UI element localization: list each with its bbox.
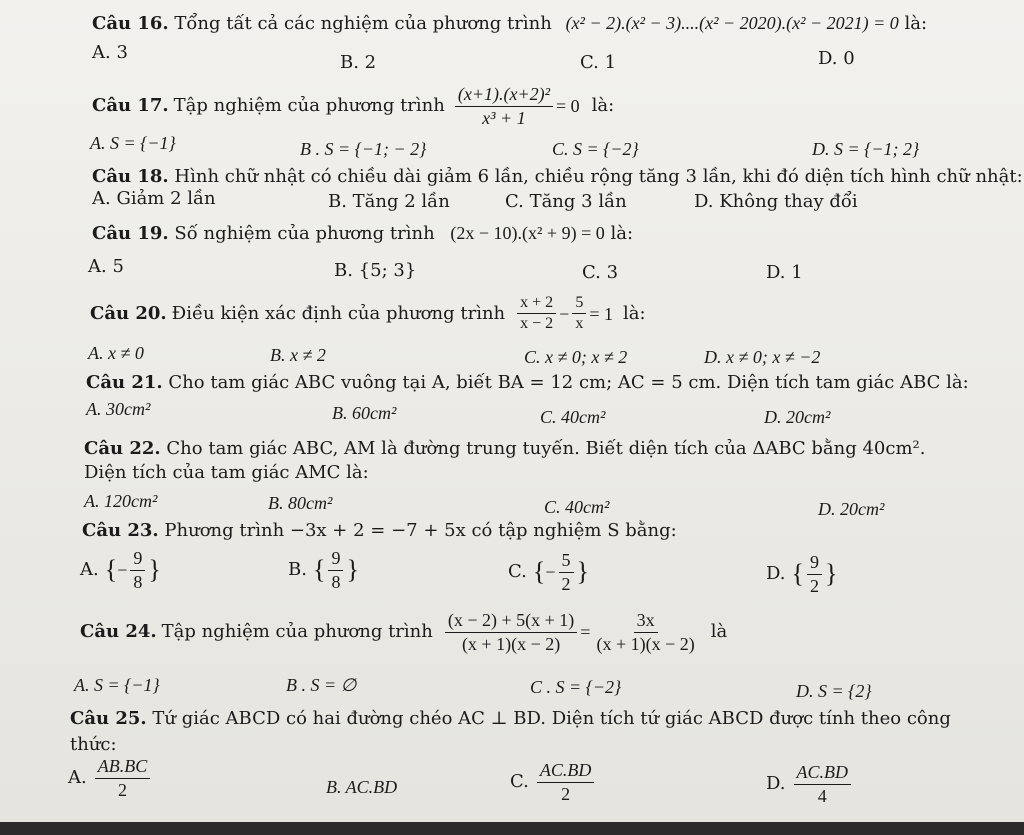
numerator: AB.BC bbox=[95, 756, 151, 779]
question-22-line-2: Diện tích của tam giác AMC là: bbox=[84, 462, 369, 483]
denominator: x³ + 1 bbox=[482, 107, 526, 128]
option-a: A. 30cm² bbox=[86, 399, 151, 419]
question-23 bbox=[82, 522, 677, 540]
option-b: B . S = ∅ bbox=[286, 675, 357, 695]
option-d: D. 1 bbox=[766, 262, 803, 283]
fraction bbox=[807, 552, 822, 596]
numerator: 9 bbox=[328, 548, 343, 571]
question-text: Cho tam giác ABC vuông tại A, biết BA = 12 cm; AC = 5 cm. Diện tích tam giác ABC là: bbox=[168, 372, 969, 393]
option-c: C. x ≠ 0; x ≠ 2 bbox=[524, 347, 628, 367]
question-label: Câu 16. bbox=[92, 13, 169, 34]
numerator: 9 bbox=[130, 548, 145, 571]
denominator: (x + 1)(x − 2) bbox=[461, 633, 561, 654]
question-text: Hình chữ nhật có chiều dài giảm 6 lần, chiều rộng tăng 3 lần, khi đó diện tích hình chữ nhật: bbox=[174, 166, 1023, 187]
question-tail: là: bbox=[610, 223, 634, 244]
question-label: Câu 21. bbox=[86, 372, 163, 393]
question-tail: là: bbox=[622, 302, 646, 324]
question-label: Câu 18. bbox=[92, 166, 169, 187]
option-prefix: A. bbox=[68, 767, 87, 789]
option-d: D. S = {2} bbox=[796, 681, 872, 701]
equation: (x² − 2).(x² − 3)....(x² − 2020).(x² − 2021) = 0 bbox=[565, 13, 899, 33]
option-prefix: D. bbox=[766, 563, 786, 585]
option-d: D. S = {−1; 2} bbox=[812, 139, 920, 159]
denominator: 2 bbox=[810, 575, 819, 596]
numerator: x + 2 bbox=[517, 294, 556, 314]
option-b: B. 60cm² bbox=[332, 403, 397, 423]
option-b: B. Tăng 2 lần bbox=[328, 191, 450, 212]
numerator: 9 bbox=[807, 552, 822, 575]
option-c bbox=[510, 760, 597, 804]
question-25 bbox=[70, 710, 951, 728]
option-b: B. x ≠ 2 bbox=[270, 345, 326, 365]
option-c: C. { − $\frac{5}{2}$ } bbox=[508, 550, 589, 594]
bottom-edge bbox=[0, 822, 1024, 835]
question-21 bbox=[86, 374, 969, 392]
option-c: C. 1 bbox=[580, 52, 617, 73]
fraction bbox=[130, 548, 145, 592]
question-text: Cho tam giác ABC, AM là đường trung tuyến. Biết diện tích của ΔABC bằng 40cm². bbox=[166, 438, 926, 459]
option-d: D. 0 bbox=[818, 48, 855, 69]
fraction bbox=[328, 548, 343, 592]
question-22 bbox=[84, 440, 925, 458]
question-24 bbox=[80, 610, 727, 654]
fraction bbox=[455, 84, 553, 128]
question-tail: là: bbox=[591, 95, 615, 117]
option-a: A. 5 bbox=[88, 256, 124, 277]
denominator: 8 bbox=[133, 571, 143, 592]
question-text: Phương trình −3x + 2 = −7 + 5x có tập nghiệm S bằng: bbox=[164, 520, 677, 541]
option-b: B. AC.BD bbox=[326, 777, 398, 797]
option-b: B. 2 bbox=[340, 52, 377, 73]
question-17 bbox=[92, 84, 614, 128]
option-b: B . S = {−1; − 2} bbox=[300, 139, 427, 159]
question-label: Câu 24. bbox=[80, 621, 157, 643]
fraction-1 bbox=[517, 294, 556, 334]
option-b: B. {5; 3} bbox=[334, 260, 417, 281]
option-d: D. x ≠ 0; x ≠ −2 bbox=[704, 347, 821, 367]
question-19 bbox=[92, 224, 633, 243]
numerator: (x+1).(x+2)² bbox=[455, 84, 553, 107]
numerator: AC.BD bbox=[537, 760, 595, 783]
fraction bbox=[537, 760, 595, 804]
question-text: Tứ giác ABCD có hai đường chéo AC ⊥ BD. Diện tích tứ giác ABCD được tính theo công bbox=[152, 708, 951, 729]
option-c: C . S = {−2} bbox=[530, 677, 622, 697]
denominator: 4 bbox=[817, 785, 827, 806]
denominator: 8 bbox=[331, 571, 341, 592]
option-a: A. { − $\frac{9}{8}$ } bbox=[80, 548, 161, 592]
option-d bbox=[766, 762, 854, 806]
numerator: AC.BD bbox=[794, 762, 852, 785]
denominator: x − 2 bbox=[520, 315, 554, 333]
option-prefix: C. bbox=[508, 561, 527, 583]
option-d: D. 20cm² bbox=[764, 407, 831, 427]
option-c: C. S = {−2} bbox=[552, 139, 639, 159]
fraction bbox=[559, 550, 574, 594]
equals-zero: = 0 bbox=[556, 96, 580, 117]
denominator: 2 bbox=[117, 779, 127, 800]
sign: − bbox=[117, 560, 128, 581]
question-label: Câu 23. bbox=[82, 520, 159, 541]
option-a: A. x ≠ 0 bbox=[88, 343, 144, 363]
fraction bbox=[794, 762, 852, 806]
question-25-line-2: thức: bbox=[70, 734, 117, 755]
fraction-left bbox=[445, 610, 577, 654]
option-a: A. Giảm 2 lần bbox=[92, 188, 216, 209]
option-d: D. { $\frac{9}{2}$ } bbox=[766, 552, 838, 596]
sign: − bbox=[545, 562, 556, 583]
option-c: C. 40cm² bbox=[544, 497, 610, 517]
numerator: 3x bbox=[634, 610, 658, 633]
question-text: Tập nghiệm của phương trình bbox=[161, 621, 433, 643]
question-16 bbox=[92, 14, 927, 33]
question-label: Câu 22. bbox=[84, 438, 161, 459]
numerator: 5 bbox=[559, 550, 574, 573]
question-text: Tổng tất cả các nghiệm của phương trình bbox=[174, 13, 552, 34]
option-prefix: C. bbox=[510, 771, 529, 793]
question-18 bbox=[92, 168, 1023, 186]
question-tail: là bbox=[710, 621, 728, 643]
equation: (2x − 10).(x² + 9) = 0 bbox=[450, 223, 605, 243]
denominator: (x + 1)(x − 2) bbox=[596, 633, 695, 654]
denominator: 2 bbox=[561, 573, 571, 594]
option-a: A. S = {−1} bbox=[90, 133, 176, 153]
denominator: x bbox=[575, 315, 584, 333]
option-a: A. 3 bbox=[92, 42, 128, 63]
fraction-right bbox=[593, 610, 697, 654]
question-label: Câu 25. bbox=[70, 708, 147, 729]
option-c: C. 40cm² bbox=[540, 407, 606, 427]
fraction-2 bbox=[572, 294, 586, 334]
option-a: A. 120cm² bbox=[84, 491, 158, 511]
option-d: D. 20cm² bbox=[818, 499, 885, 519]
question-tail: là: bbox=[904, 13, 928, 34]
question-text: Tập nghiệm của phương trình bbox=[173, 95, 445, 117]
question-label: Câu 19. bbox=[92, 223, 169, 244]
option-a: A. S = {−1} bbox=[74, 675, 160, 695]
option-d: D. Không thay đổi bbox=[694, 191, 858, 212]
question-label: Câu 17. bbox=[92, 95, 169, 117]
minus-sign: − bbox=[559, 303, 570, 324]
option-prefix: D. bbox=[766, 773, 786, 795]
question-20 bbox=[90, 294, 646, 334]
denominator: 2 bbox=[561, 783, 571, 804]
question-text: Số nghiệm của phương trình bbox=[174, 223, 435, 244]
question-text: Điều kiện xác định của phương trình bbox=[171, 302, 506, 324]
option-prefix: A. bbox=[80, 559, 99, 581]
fraction bbox=[95, 756, 151, 800]
option-prefix: B. bbox=[288, 559, 307, 581]
option-c: C. Tăng 3 lần bbox=[505, 191, 627, 212]
option-b: B. { $\frac{9}{8}$ } bbox=[288, 548, 359, 592]
equals-one: = 1 bbox=[589, 303, 613, 324]
option-a bbox=[68, 756, 153, 800]
question-label: Câu 20. bbox=[90, 302, 167, 324]
equals-sign: = bbox=[580, 622, 591, 643]
option-c: C. 3 bbox=[582, 262, 619, 283]
numerator: 5 bbox=[572, 294, 586, 314]
option-b: B. 80cm² bbox=[268, 493, 333, 513]
numerator: (x − 2) + 5(x + 1) bbox=[445, 610, 577, 633]
